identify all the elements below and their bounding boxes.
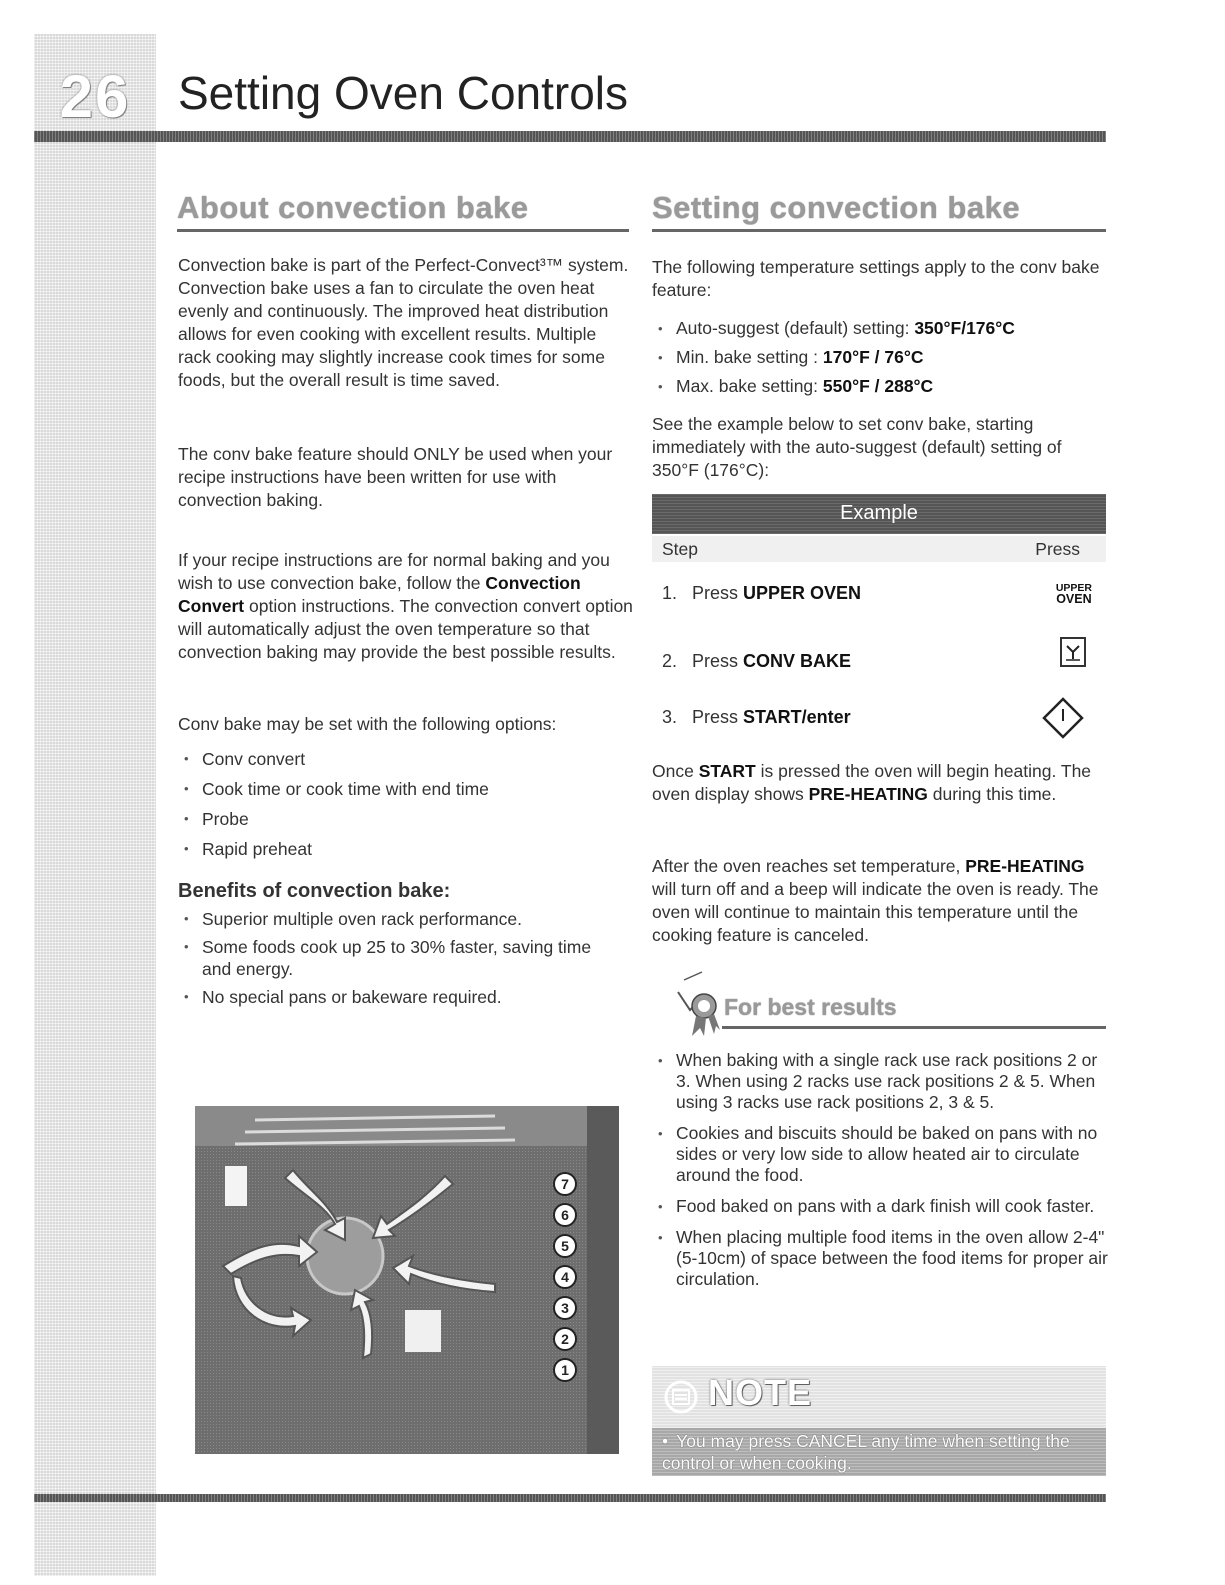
setting-heading: Setting convection bake xyxy=(652,190,1021,225)
option-item: • Rapid preheat xyxy=(178,834,633,864)
step-column-header: Step xyxy=(662,539,698,559)
options-list xyxy=(178,744,633,864)
best-results-heading: For best results xyxy=(724,994,897,1020)
after-start-text: Once START is pressed the oven will begin heating. The oven display shows PRE-HEATING during this time. xyxy=(652,761,1092,804)
best-results-rule xyxy=(722,1026,1106,1029)
award-ribbon-icon xyxy=(674,970,722,1040)
step-key: UPPER OVEN xyxy=(743,583,862,603)
benefit-item: • No special pans or bakeware required. xyxy=(178,986,618,1008)
start-key-icon xyxy=(1042,697,1084,739)
about-heading-rule xyxy=(177,229,629,232)
example-step-1 xyxy=(662,583,1092,604)
option-item: • Conv convert xyxy=(178,744,633,774)
settings-intro: The following temperature settings apply to the conv bake feature: xyxy=(652,257,1100,300)
example-step-3 xyxy=(662,707,1092,728)
upper-oven-key-icon: UPPER OVEN xyxy=(1055,582,1092,606)
rack-position-number: 6 xyxy=(561,1207,569,1223)
top-rule xyxy=(34,131,1106,142)
temperature-settings-list xyxy=(652,314,1102,401)
best-result-item: • When baking with a single rack use rack positions 2 or 3. When using 2 racks use rack positions 2 & 5. When using 3 racks use rack positions 2, 3 & 5. xyxy=(652,1050,1108,1113)
option-item: • Probe xyxy=(178,804,633,834)
step-text: Press xyxy=(692,651,744,671)
about-heading: About convection bake xyxy=(177,190,529,225)
rack-position-number: 2 xyxy=(561,1331,569,1347)
example-banner: Example xyxy=(652,494,1106,534)
step-text: Press xyxy=(692,583,744,603)
note-text: • You may press CANCEL any time when setting the control or when cooking. xyxy=(662,1431,1070,1473)
step-text: Press xyxy=(692,707,744,727)
after-preheat-text: After the oven reaches set temperature, PRE-HEATING will turn off and a beep will indicate the oven is ready. The oven will continue to maintain this temperature until the cooking feature is canceled. xyxy=(652,856,1099,945)
best-result-item: • When placing multiple food items in the oven allow 2-4" (5-10cm) of space between the food items for proper air circulation. xyxy=(652,1227,1108,1290)
about-para-2: The conv bake feature should ONLY be used when your recipe instructions have been written for use with convection baking. xyxy=(178,444,613,510)
note-title: NOTE xyxy=(708,1372,813,1413)
options-intro: Conv bake may be set with the following options: xyxy=(178,714,557,734)
step-number: 2. xyxy=(662,651,678,671)
benefit-item: • Superior multiple oven rack performance. xyxy=(178,908,618,930)
step-number: 3. xyxy=(662,707,678,727)
about-para-3: If your recipe instructions are for normal baking and you wish to use convection bake, follow the Convection Convert option instructions. The convection convert option will automatically adjust the oven temperature so that convection baking may provide the best possible results. xyxy=(178,550,633,662)
setting-heading-rule xyxy=(652,229,1106,232)
conv-bake-key-icon xyxy=(1060,637,1086,667)
step-number: 1. xyxy=(662,583,678,603)
temperature-setting-item: • Max. bake setting: 550°F / 288°C xyxy=(652,372,1102,401)
rack-position-number: 5 xyxy=(561,1238,569,1254)
about-para-1: Convection bake is part of the Perfect-Convect³™ system. Convection bake uses a fan to circulate the oven heat evenly and continuously. The improved heat distribution allows for even cooking with excellent results. Multiple rack cooking may slightly increase cook times for some foods, but the overall result is time saved. xyxy=(178,255,629,390)
page-number: 26 xyxy=(59,63,131,130)
rack-position-number: 3 xyxy=(561,1300,569,1316)
press-column-header: Press xyxy=(1035,539,1080,559)
rack-position-number: 7 xyxy=(561,1176,569,1192)
note-box xyxy=(652,1366,1106,1476)
benefits-heading: Benefits of convection bake: xyxy=(178,880,451,902)
temperature-setting-item: • Auto-suggest (default) setting: 350°F/176°C xyxy=(652,314,1102,343)
example-table-header xyxy=(652,536,1106,562)
option-item: • Cook time or cook time with end time xyxy=(178,774,633,804)
bottom-rule xyxy=(34,1494,1106,1502)
rack-position-number: 4 xyxy=(561,1269,569,1285)
benefits-list xyxy=(178,908,618,1014)
page-title: Setting Oven Controls xyxy=(178,67,629,119)
benefit-item: • Some foods cook up 25 to 30% faster, saving time and energy. xyxy=(178,936,618,980)
best-result-item: • Cookies and biscuits should be baked on pans with no sides or very low side to allow heated air to circulate around the food. xyxy=(652,1123,1108,1186)
step-key: CONV BAKE xyxy=(743,651,852,671)
oven-interior-photo xyxy=(195,1106,619,1454)
example-step-2 xyxy=(662,651,1092,672)
rack-position-number: 1 xyxy=(561,1362,569,1378)
best-results-list xyxy=(652,1050,1108,1300)
example-intro: See the example below to set conv bake, starting immediately with the auto-suggest (default) setting of 350°F (176°C): xyxy=(652,414,1062,480)
best-result-item: • Food baked on pans with a dark finish will cook faster. xyxy=(652,1196,1108,1217)
note-icon xyxy=(664,1380,698,1414)
temperature-setting-item: • Min. bake setting : 170°F / 76°C xyxy=(652,343,1102,372)
sidebar-band xyxy=(34,34,156,1576)
step-key: START/enter xyxy=(743,707,851,727)
note-band xyxy=(652,1428,1106,1476)
